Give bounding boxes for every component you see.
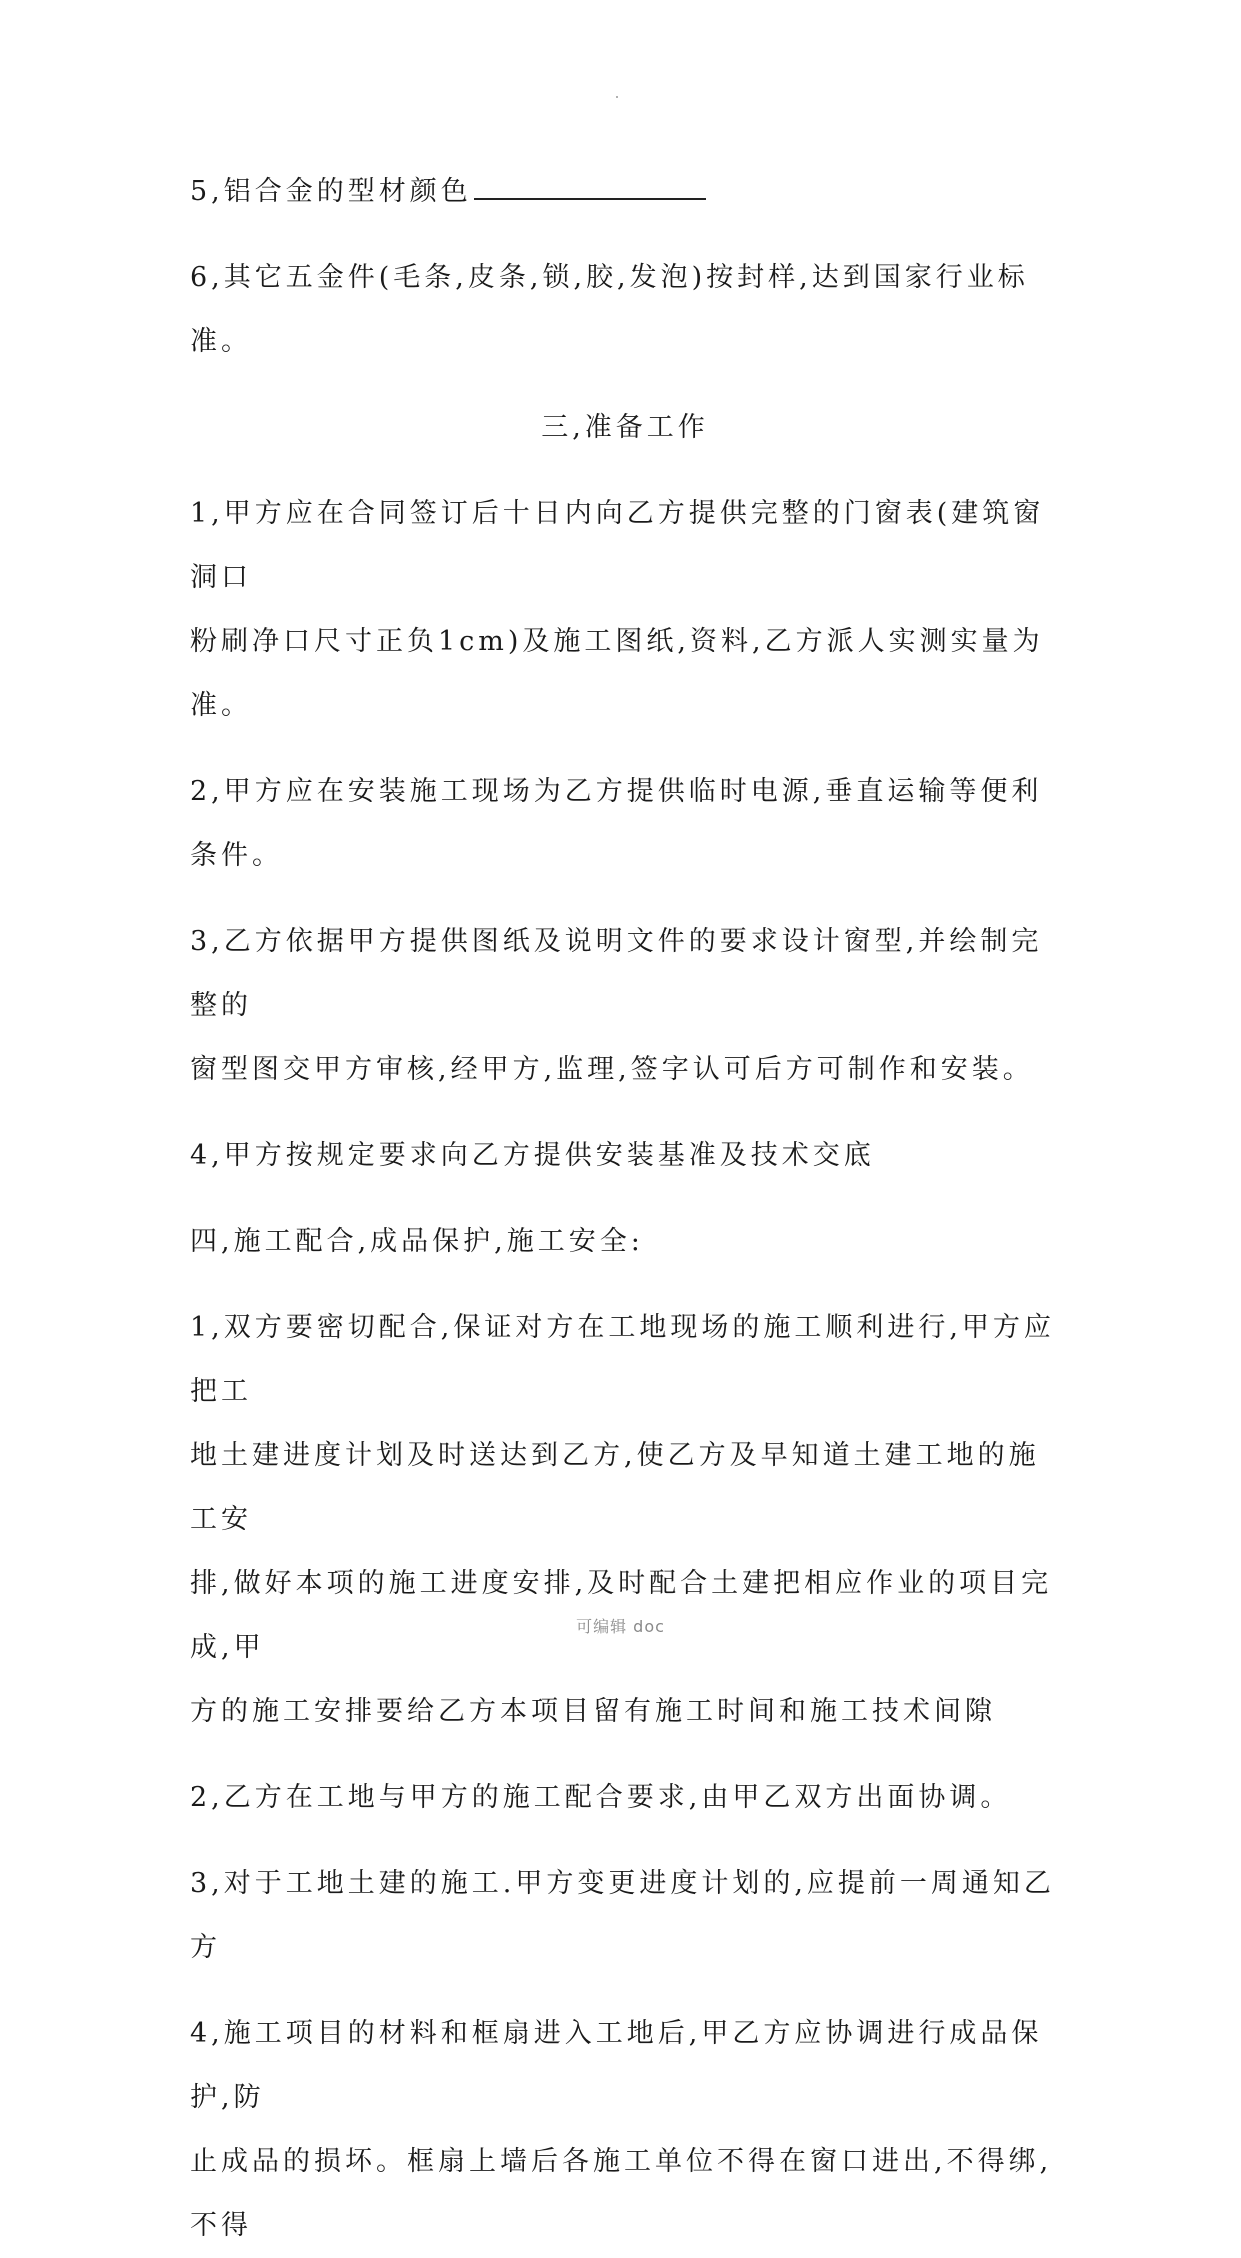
- coop-item-1-line-3: 排,做好本项的施工进度安排,及时配合土建把相应作业的项目完成,甲: [190, 1568, 1053, 1663]
- section-3-title: 三,准备工作: [541, 412, 709, 443]
- coop-item-3: 3,对于工地土建的施工.甲方变更进度计划的,应提前一周通知乙方: [190, 1868, 1055, 1963]
- coop-item-1-line-1: 1,双方要密切配合,保证对方在工地现场的施工顺利进行,甲方应把工: [190, 1312, 1055, 1407]
- item-5-text: 5,铝合金的型材颜色: [190, 176, 472, 207]
- prep-item-3-line-1: 3,乙方依据甲方提供图纸及说明文件的要求设计窗型,并绘制完整的: [190, 926, 1043, 1021]
- document-body: [190, 160, 1060, 2258]
- section-4-title: 四,施工配合,成品保护,施工安全:: [190, 1226, 644, 1257]
- prep-item-3-line-2: 窗型图交甲方审核,经甲方,监理,签字认可后方可制作和安装。: [190, 1054, 1034, 1085]
- coop-item-4-line-1: 4,施工项目的材料和框扇进入工地后,甲乙方应协调进行成品保护,防: [190, 2018, 1043, 2113]
- coop-item-4-line-2: 止成品的损坏。框扇上墙后各施工单位不得在窗口进出,不得绑,不得: [190, 2146, 1053, 2241]
- item-6-hardware: 6,其它五金件(毛条,皮条,锁,胶,发泡)按封样,达到国家行业标准。: [190, 262, 1029, 357]
- item-5-profile-color: [190, 160, 1060, 224]
- prep-item-1-line-1: 1,甲方应在合同签订后十日内向乙方提供完整的门窗表(建筑窗洞口: [190, 498, 1045, 593]
- prep-item-1-line-2: 粉刷净口尺寸正负1cm)及施工图纸,资料,乙方派人实测实量为准。: [190, 626, 1044, 721]
- coop-item-1-line-2: 地土建进度计划及时送达到乙方,使乙方及早知道土建工地的施工安: [190, 1440, 1040, 1535]
- coop-item-1-line-4: 方的施工安排要给乙方本项目留有施工时间和施工技术间隙: [190, 1696, 996, 1727]
- header-dot: [616, 96, 618, 98]
- prep-item-2: 2,甲方应在安装施工现场为乙方提供临时电源,垂直运输等便利条件。: [190, 776, 1043, 871]
- prep-item-4: 4,甲方按规定要求向乙方提供安装基准及技术交底: [190, 1140, 875, 1171]
- footer-label: 可编辑 doc: [576, 1617, 665, 1636]
- coop-item-2: 2,乙方在工地与甲方的施工配合要求,由甲乙双方出面协调。: [190, 1782, 1012, 1813]
- fill-in-blank: [474, 172, 706, 200]
